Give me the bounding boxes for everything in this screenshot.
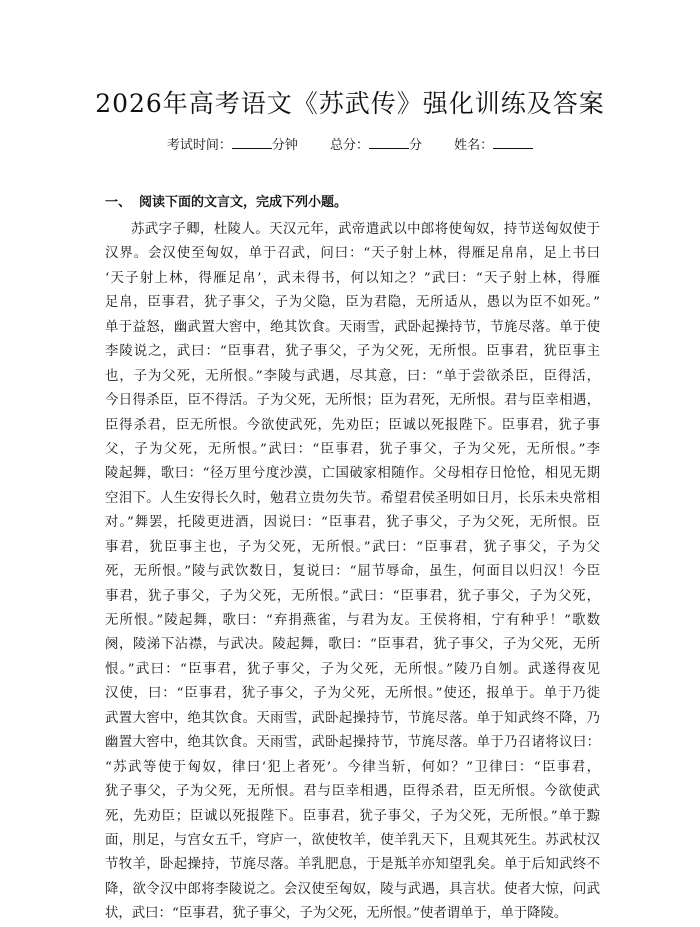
passage-line: 汉界。会汉使至匈奴，单于召武，问曰：“天子射上林，得雁足帛帛，足上书曰 [105,246,600,262]
passage-line: 臣得杀君，臣无所恨。今欲使武死，先劝臣；臣诚以死报陛下。臣事君，犹子事 [105,417,600,433]
total-score-label: 总分： [329,138,369,153]
passage-line: 犹子事父，子为父死，无所恨。君与臣幸相遇，臣得杀君，臣无所恨。今欲使武 [105,784,600,800]
passage-line: ‘天子射上林，得雁足帛’，武未得书，何以知之？”武曰：“天子射上林，得雁 [105,270,600,286]
passage-line: 空泪下。人生安得长久时，勉君立贵勿失节。希望君侯圣明如日月，长乐未央常相 [105,490,600,506]
section-number: 一、 [105,195,132,210]
passage-line: 无所恨。”陵起舞，歌曰：“弃捐燕雀，与君为友。王侯将相，宁有种乎！”歌数 [105,613,600,628]
passage-line: 面，刖足，与宫女五千，穹庐一，欲使牧羊，使羊乳天下，且观其死生。苏武杖汉 [105,832,600,848]
passage-line: 李陵说之，武曰：“臣事君，犹子事父，子为父死，无所恨。臣事君，犹臣事主 [105,344,600,360]
exam-time-unit: 分钟 [271,138,298,153]
exam-info-line [0,134,700,153]
passage-line: 幽置大窖中，绝其饮食。天雨雪，武卧起操持节，节旄尽落。单于乃召诸将议曰： [105,735,600,751]
passage-line: 单于益怒，幽武置大窖中，绝其饮食。天雨雪，武卧起操持节，节旄尽落。单于使 [105,319,600,335]
total-score-field [330,134,422,153]
passage-text [105,218,600,927]
passage-line: 对。”舞罢，托陵更进酒，因说曰：“臣事君，犹子事父，子为父死，无所恨。臣 [105,515,600,531]
student-name-label: 姓名： [454,138,494,153]
passage-line: 汉使，曰：“臣事君，犹子事父，子为父死，无所恨。”使还，报单于。单于乃徙 [105,686,600,702]
passage-line: 今日得杀臣，臣不得活。子为父死，无所恨；臣为君死，无所恨。君与臣幸相遇， [105,393,600,409]
passage-line: 节牧羊，卧起操持，节旄尽落。羊乳肥息，于是羝羊亦知望乳矣。单于后知武终不 [105,857,600,873]
passage-line: 阕，陵涕下沾襟，与武决。陵起舞，歌曰：“臣事君，犹子事父，子为父死，无所 [105,637,600,653]
total-score-unit: 分 [409,138,423,153]
passage-line: 死，无所恨。”陵与武饮数日，复说曰：“屈节辱命，虽生，何面目以归汉！今臣 [105,564,600,580]
passage-line: 父，子为父死，无所恨。”武曰：“臣事君，犹子事父，子为父死，无所恨。”李 [105,441,600,457]
passage-line: 降，欲令汉中郎将李陵说之。会汉使至匈奴，陵与武遇，具言状。使者大惊，问武 [105,881,600,897]
exam-time-field [167,134,298,153]
passage-line: 死，先劝臣；臣诚以死报陛下。臣事君，犹子事父，子为父死，无所恨。”单于黥 [105,808,600,824]
student-name-field [454,134,533,153]
passage-line: 陵起舞，歌曰：“径万里兮度沙漠，亡国破家相随作。父母相存日怆怆，相见无期 [105,466,600,482]
exam-time-blank [232,137,272,149]
passage-line: 事君，犹臣事主也，子为父死，无所恨。”武曰：“臣事君，犹子事父，子为父 [105,539,600,555]
passage-line: 苏武字子卿，杜陵人。天汉元年，武帝遣武以中郎将使匈奴，持节送匈奴使于 [131,222,600,237]
passage-line: 状，武曰：“臣事君，犹子事父，子为父死，无所恨。”使者谓单于，单于降陵。 [105,906,568,922]
passage-line: “苏武等使于匈奴，律曰‘犯上者死’。今律当斩，何如？”卫律曰：“臣事君， [105,759,600,775]
passage-line: 武置大窖中，绝其饮食。天雨雪，武卧起操持节，节旄尽落。单于知武终不降，乃 [105,710,600,726]
section-instruction: 阅读下面的文言文，完成下列小题。 [139,195,348,210]
passage-line: 事君，犹子事父，子为父死，无所恨。”武曰：“臣事君，犹子事父，子为父死， [105,588,600,604]
student-name-blank [493,137,533,149]
section-heading [105,191,347,210]
exam-time-label: 考试时间： [166,138,232,153]
total-score-blank [369,137,409,149]
passage-line: 足帛，臣事君，犹子事父，子为父隐，臣为君隐，无所适从，愚以为臣不如死。” [105,295,600,311]
passage-line: 恨。”武曰：“臣事君，犹子事父，子为父死，无所恨。”陵乃自刎。武遂得夜见 [105,661,600,677]
passage-line: 也，子为父死，无所恨。”李陵与武遇，尽其意，曰：“单于尝欲杀臣，臣得活， [105,368,600,384]
page-title: 2026年高考语文《苏武传》强化训练及答案 [95,89,605,118]
